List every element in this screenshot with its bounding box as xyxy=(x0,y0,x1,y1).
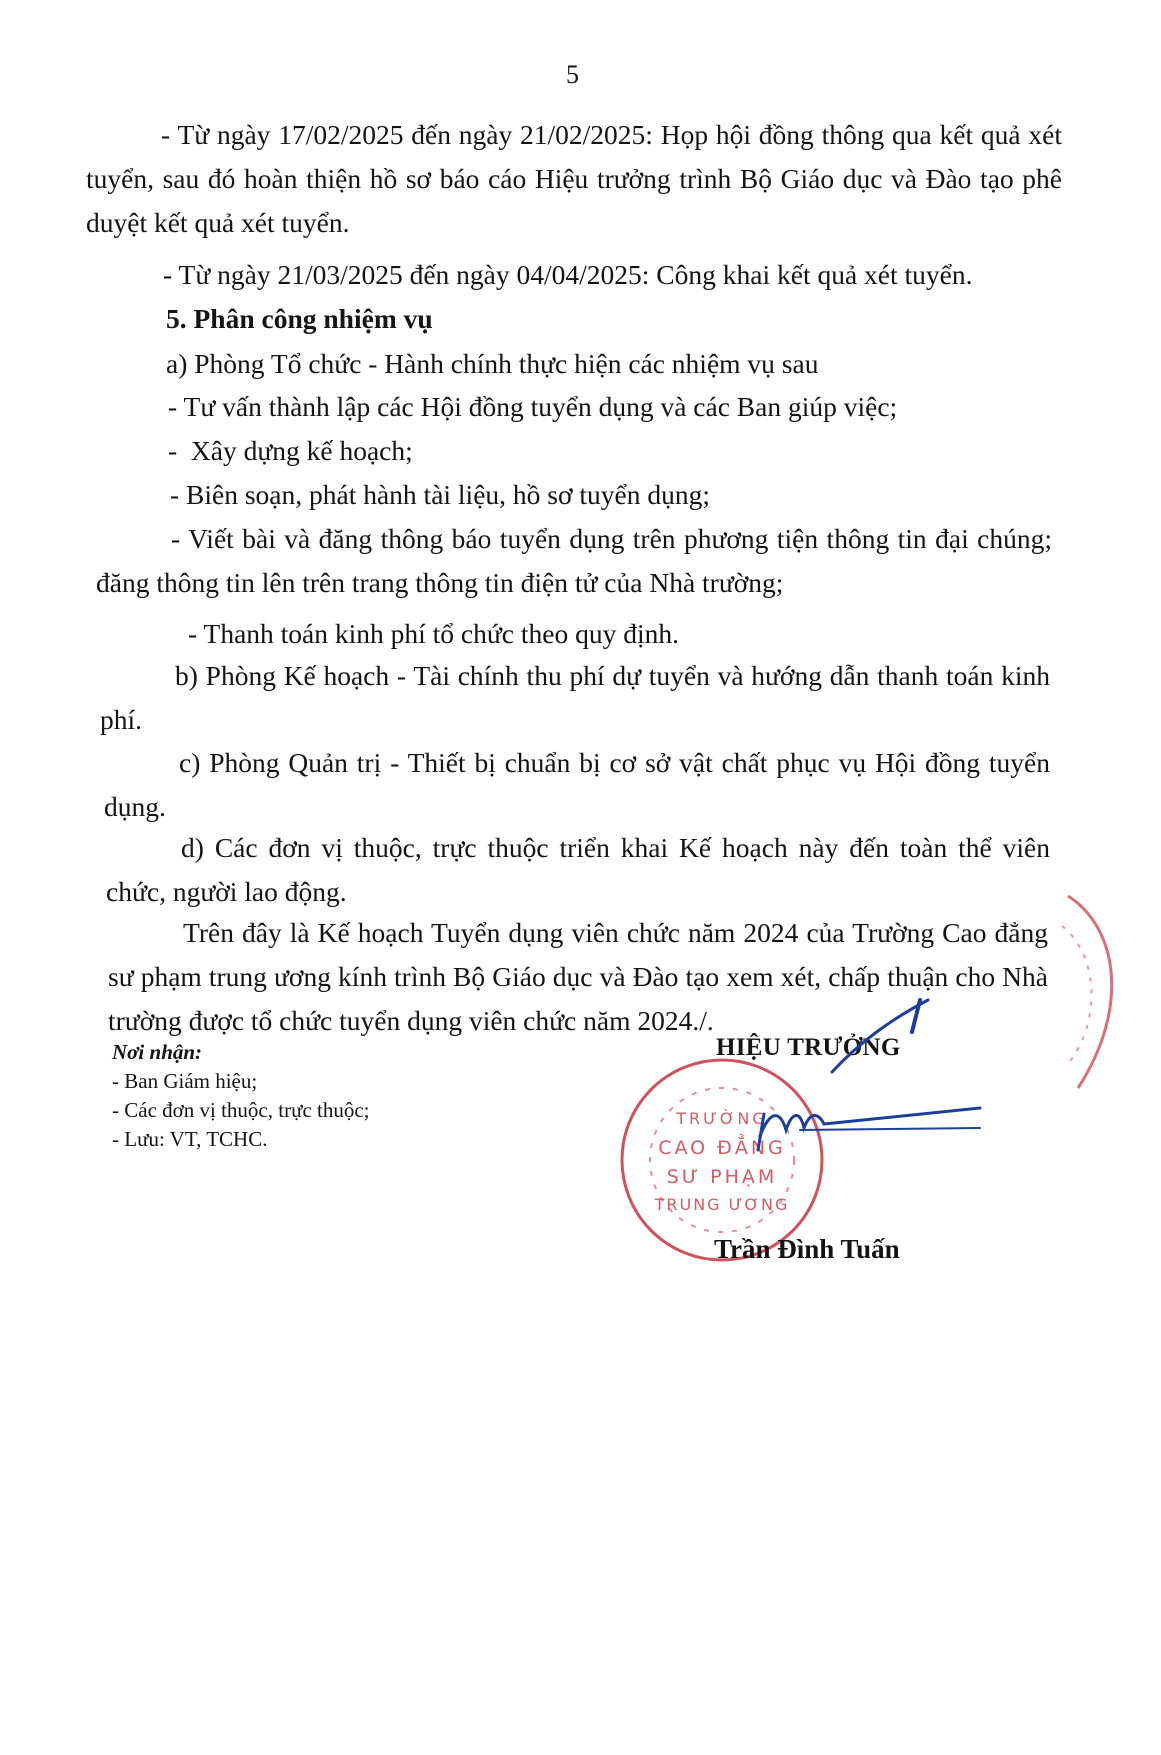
paragraph-task-consult: - Tư vấn thành lập các Hội đồng tuyển dụng và các Ban giúp việc; xyxy=(168,391,898,422)
paragraph-task-payment: - Thanh toán kinh phí tổ chức theo quy định. xyxy=(188,618,679,649)
signature-title: HIỆU TRƯỞNG xyxy=(716,1034,901,1061)
paragraph-result-publication: - Từ ngày 21/03/2025 đến ngày 04/04/2025: Công khai kết quả xét tuyển. xyxy=(163,259,973,290)
seal-line: TRUNG ƯƠNG xyxy=(654,1195,790,1214)
section-heading-assignment: 5. Phân công nhiệm vụ xyxy=(166,303,433,334)
paragraph-units: d) Các đơn vị thuộc, trực thuộc triển khai Kế hoạch này đến toàn thể viên chức, người lao động. xyxy=(106,832,1050,907)
paragraph-conclusion: Trên đây là Kế hoạch Tuyển dụng viên chức năm 2024 của Trường Cao đẳng sư phạm trung ương kính trình Bộ Giáo dục và Đào tạo xem xét, chấp thuận cho Nhà trường được tổ chức tuyển dụng viên chức năm 2024./. xyxy=(108,917,1048,1036)
paragraph-task-plan: - Xây dựng kế hoạch; xyxy=(168,435,413,466)
recipients-title: Nơi nhận: xyxy=(112,1040,203,1064)
handwritten-signature xyxy=(700,960,1040,1180)
paragraph-admin-office: a) Phòng Tổ chức - Hành chính thực hiện các nhiệm vụ sau xyxy=(166,348,819,379)
paragraph-task-documents: - Biên soạn, phát hành tài liệu, hồ sơ tuyển dụng; xyxy=(170,479,711,510)
paragraph-task-announcement: - Viết bài và đăng thông báo tuyển dụng trên phương tiện thông tin đại chúng; đăng thông tin lên trên trang thông tin điện tử của Nhà trường; xyxy=(96,523,1052,598)
recipient-item: - Các đơn vị thuộc, trực thuộc; xyxy=(112,1098,370,1122)
recipient-item: - Lưu: VT, TCHC. xyxy=(112,1127,268,1151)
paragraph-result-approval: - Từ ngày 17/02/2025 đến ngày 21/02/2025: Họp hội đồng thông qua kết quả xét tuyển, sau đó hoàn thiện hồ sơ báo cáo Hiệu trưởng trình Bộ Giáo dục và Đào tạo phê duyệt kết quả xét tuyển. xyxy=(86,119,1062,238)
partial-seal-stamp xyxy=(1048,888,1128,1098)
page-number: 5 xyxy=(566,60,579,89)
paragraph-finance-office: b) Phòng Kế hoạch - Tài chính thu phí dự tuyển và hướng dẫn thanh toán kinh phí. xyxy=(100,660,1050,735)
seal-line: TRƯỜNG xyxy=(676,1109,768,1128)
recipient-item: - Ban Giám hiệu; xyxy=(112,1069,258,1093)
signatory-name: Trần Đình Tuấn xyxy=(714,1234,900,1264)
seal-line: SƯ PHẠM xyxy=(666,1166,778,1188)
seal-line: CAO ĐẲNG xyxy=(658,1137,786,1159)
recipients-block xyxy=(112,1038,370,1154)
paragraph-facilities-office: c) Phòng Quản trị - Thiết bị chuẩn bị cơ sở vật chất phục vụ Hội đồng tuyển dụng. xyxy=(104,747,1050,822)
